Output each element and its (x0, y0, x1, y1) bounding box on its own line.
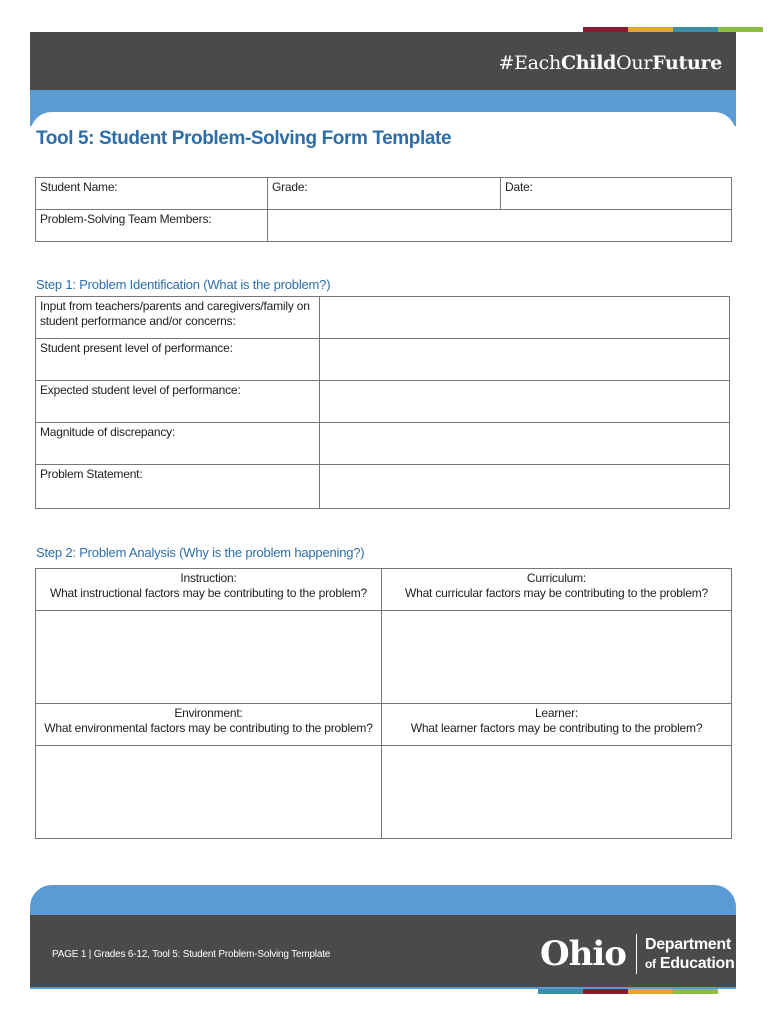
learner-header (382, 704, 732, 746)
learner-question: What learner factors may be contributing to the problem? (410, 721, 703, 735)
step2-table (35, 568, 732, 839)
step1-row-label: Problem Statement: (36, 465, 320, 509)
step1-row-field[interactable] (320, 297, 730, 339)
environment-question: What environmental factors may be contributing to the problem? (44, 721, 373, 735)
step1-row-label: Expected student level of performance: (36, 381, 320, 423)
step1-row-label: Magnitude of discrepancy: (36, 423, 320, 465)
curriculum-label: Curriculum: (526, 571, 587, 585)
grade-field[interactable] (268, 178, 501, 210)
step2-heading: Step 2: Problem Analysis (Why is the problem happening?) (36, 545, 365, 560)
student-name-field[interactable] (36, 178, 268, 210)
step1-table (35, 296, 730, 509)
hashtag-logo: #EachChildOurFuture (498, 52, 722, 74)
team-members-label: Problem-Solving Team Members: (40, 212, 212, 226)
page-title: Tool 5: Student Problem-Solving Form Template (36, 128, 452, 149)
instruction-header (36, 569, 382, 611)
environment-label: Environment: (174, 706, 243, 720)
learner-response-field[interactable] (382, 746, 732, 839)
curriculum-header (382, 569, 732, 611)
grade-label: Grade: (272, 180, 308, 194)
bottom-color-bar (538, 989, 718, 994)
logo-department-text: Department of Education (644, 935, 735, 972)
team-members-label-cell (36, 210, 268, 242)
student-name-label: Student Name: (40, 180, 118, 194)
instruction-question: What instructional factors may be contributing to the problem? (49, 586, 368, 600)
environment-header (36, 704, 382, 746)
ohio-department-of-education-logo (540, 928, 734, 980)
step1-row-field[interactable] (320, 381, 730, 423)
learner-label: Learner: (534, 706, 579, 720)
step1-row-label: Input from teachers/parents and caregivers/family on student performance and/or concerns: (36, 297, 320, 339)
instruction-response-field[interactable] (36, 611, 382, 704)
team-members-field[interactable] (268, 210, 732, 242)
step1-row-field[interactable] (320, 465, 730, 509)
step1-heading: Step 1: Problem Identification (What is the problem?) (36, 277, 331, 292)
logo-divider (636, 934, 637, 974)
student-info-table (35, 177, 732, 242)
date-field[interactable] (501, 178, 732, 210)
environment-response-field[interactable] (36, 746, 382, 839)
date-label: Date: (505, 180, 533, 194)
page-footer-text: PAGE 1 | Grades 6-12, Tool 5: Student Problem-Solving Template (52, 949, 331, 960)
curriculum-response-field[interactable] (382, 611, 732, 704)
instruction-label: Instruction: (180, 571, 237, 585)
step1-row-field[interactable] (320, 423, 730, 465)
step1-row-label: Student present level of performance: (36, 339, 320, 381)
logo-ohio-wordmark: Ohio (540, 934, 626, 974)
curriculum-question: What curricular factors may be contributing to the problem? (404, 586, 708, 600)
step1-row-field[interactable] (320, 339, 730, 381)
